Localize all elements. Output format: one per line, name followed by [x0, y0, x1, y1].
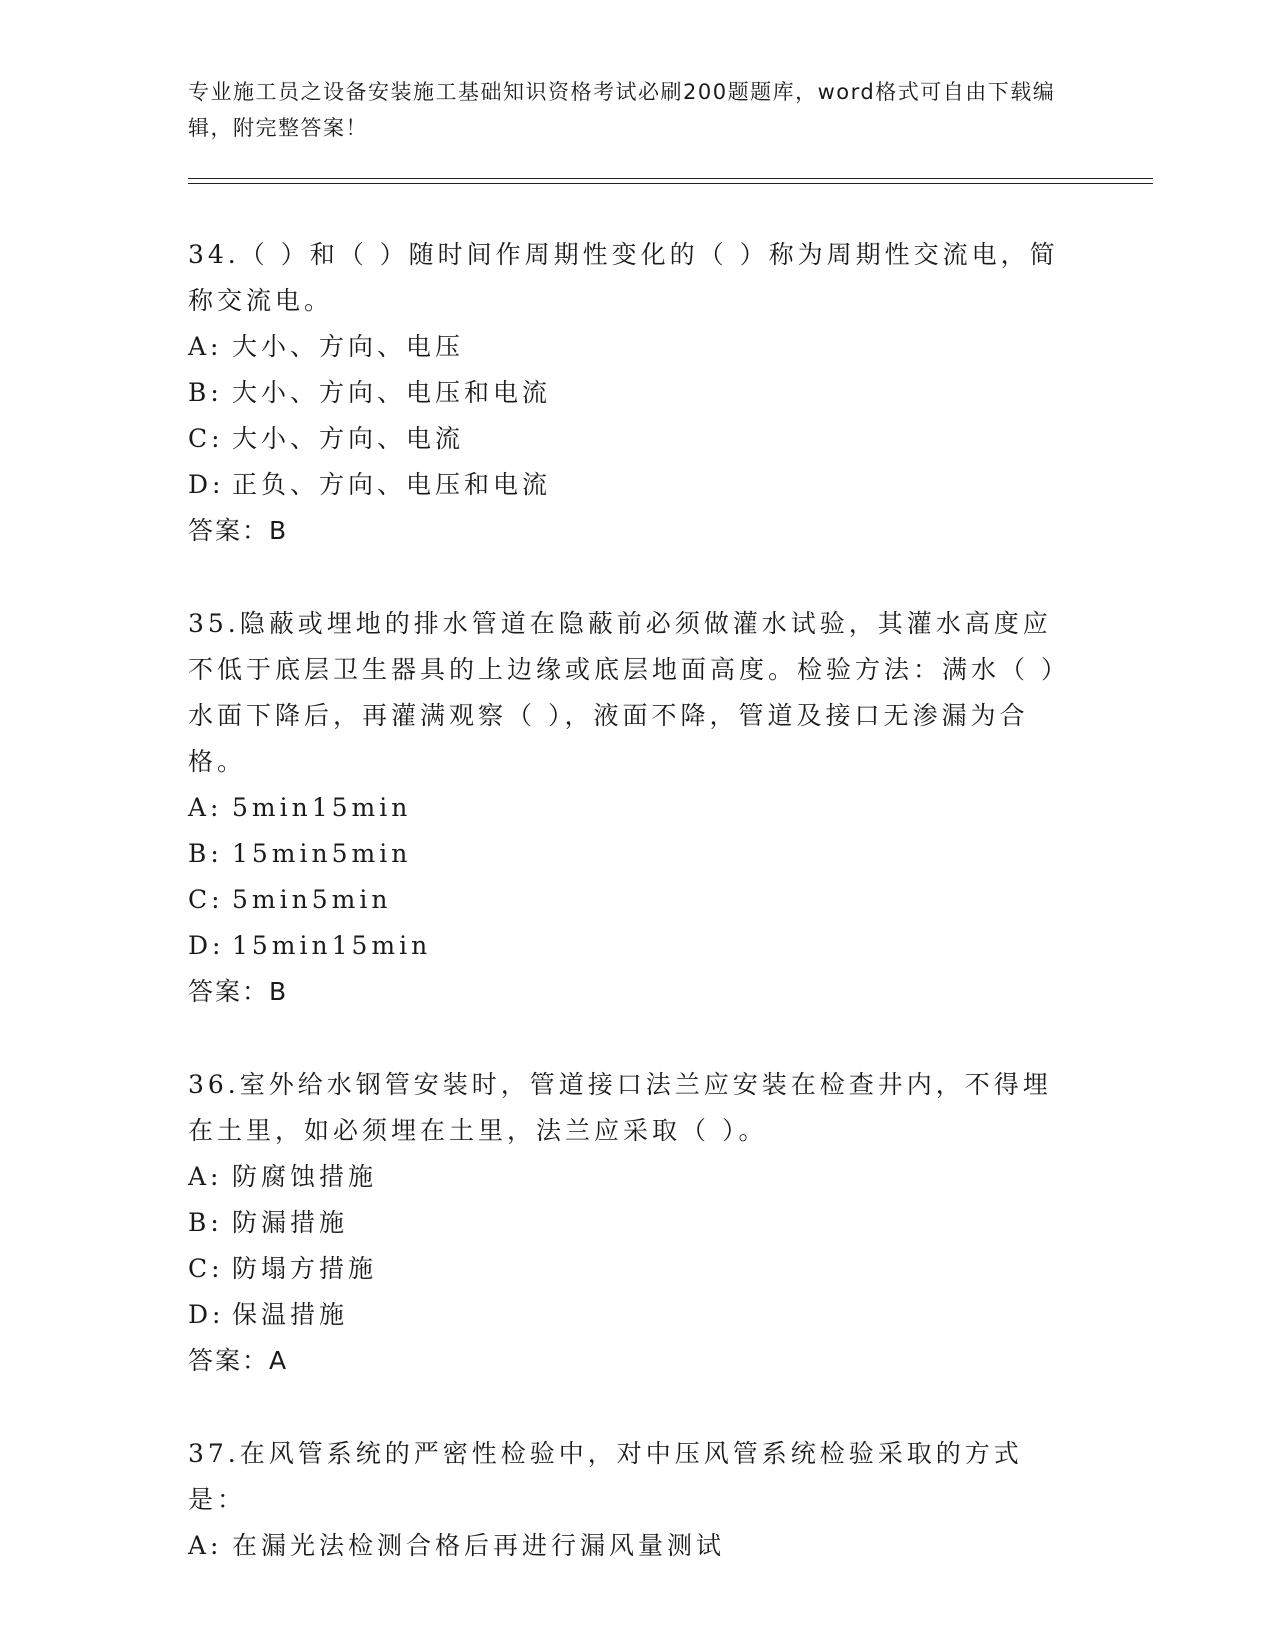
option-key: B: [188, 1208, 223, 1237]
question-stem: 35.隐蔽或埋地的排水管道在隐蔽前必须做灌水试验，其灌水高度应不低于底层卫生器具的上边缘或底层地面高度。检验方法：满水（ ）水面下降后，再灌满观察（ ），液面不降，管道及接口无渗漏为合格。 [188, 609, 1058, 776]
header-divider-bottom [188, 183, 1153, 184]
option-text: 15min15min [232, 931, 432, 960]
answer-value: B [269, 977, 289, 1006]
option-text: 防漏措施 [232, 1208, 349, 1237]
option-key: C: [188, 424, 224, 453]
option-d [188, 1292, 1088, 1338]
option-c [188, 877, 1088, 923]
option-c [188, 1246, 1088, 1292]
option-text: 5min15min [232, 793, 412, 822]
option-a [188, 1154, 1088, 1200]
answer-label: 答案： [188, 1346, 270, 1375]
option-text: 大小、方向、电流 [232, 424, 465, 453]
option-a [188, 785, 1088, 831]
option-key: A: [188, 1162, 223, 1191]
option-text: 5min5min [232, 885, 392, 914]
option-text: 大小、方向、电压 [232, 332, 465, 361]
answer-line [188, 1338, 1088, 1384]
header-divider-top [188, 178, 1153, 179]
option-b [188, 831, 1088, 877]
option-text: 防塌方措施 [232, 1254, 378, 1283]
option-text: 保温措施 [232, 1300, 349, 1329]
answer-line [188, 508, 1088, 554]
answer-value: B [269, 516, 289, 545]
question-34 [188, 232, 1088, 554]
question-stem: 36.室外给水钢管安装时，管道接口法兰应安装在检查井内，不得埋在土里，如必须埋在土里，法兰应采取（ ）。 [188, 1070, 1052, 1145]
question-list [188, 232, 1088, 1569]
answer-label: 答案： [188, 977, 270, 1006]
option-b [188, 1200, 1088, 1246]
option-key: D: [188, 931, 225, 960]
document-header: 专业施工员之设备安装施工基础知识资格考试必刷200题题库，word格式可自由下载编辑，附完整答案！ [188, 80, 1056, 140]
answer-value: A [269, 1346, 289, 1375]
option-text: 大小、方向、电压和电流 [232, 378, 552, 407]
option-c [188, 416, 1088, 462]
option-key: A: [188, 1531, 223, 1560]
option-key: D: [188, 470, 225, 499]
option-a [188, 1523, 1088, 1569]
option-key: A: [188, 332, 223, 361]
option-key: B: [188, 839, 223, 868]
option-key: C: [188, 885, 224, 914]
option-b [188, 370, 1088, 416]
option-d [188, 462, 1088, 508]
option-key: C: [188, 1254, 224, 1283]
option-text: 15min5min [232, 839, 412, 868]
option-key: B: [188, 378, 223, 407]
option-key: D: [188, 1300, 225, 1329]
answer-line [188, 969, 1088, 1015]
question-35 [188, 601, 1088, 1015]
option-key: A: [188, 793, 223, 822]
question-stem: 37.在风管系统的严密性检验中，对中压风管系统检验采取的方式是： [188, 1439, 1023, 1514]
answer-label: 答案： [188, 516, 270, 545]
question-36 [188, 1062, 1088, 1384]
question-37 [188, 1431, 1088, 1569]
option-text: 正负、方向、电压和电流 [232, 470, 552, 499]
option-text: 在漏光法检测合格后再进行漏风量测试 [232, 1531, 726, 1560]
option-text: 防腐蚀措施 [232, 1162, 378, 1191]
option-d [188, 923, 1088, 969]
option-a [188, 324, 1088, 370]
question-stem: 34.（ ）和（ ）随时间作周期性变化的（ ）称为周期性交流电，简称交流电。 [188, 240, 1059, 315]
